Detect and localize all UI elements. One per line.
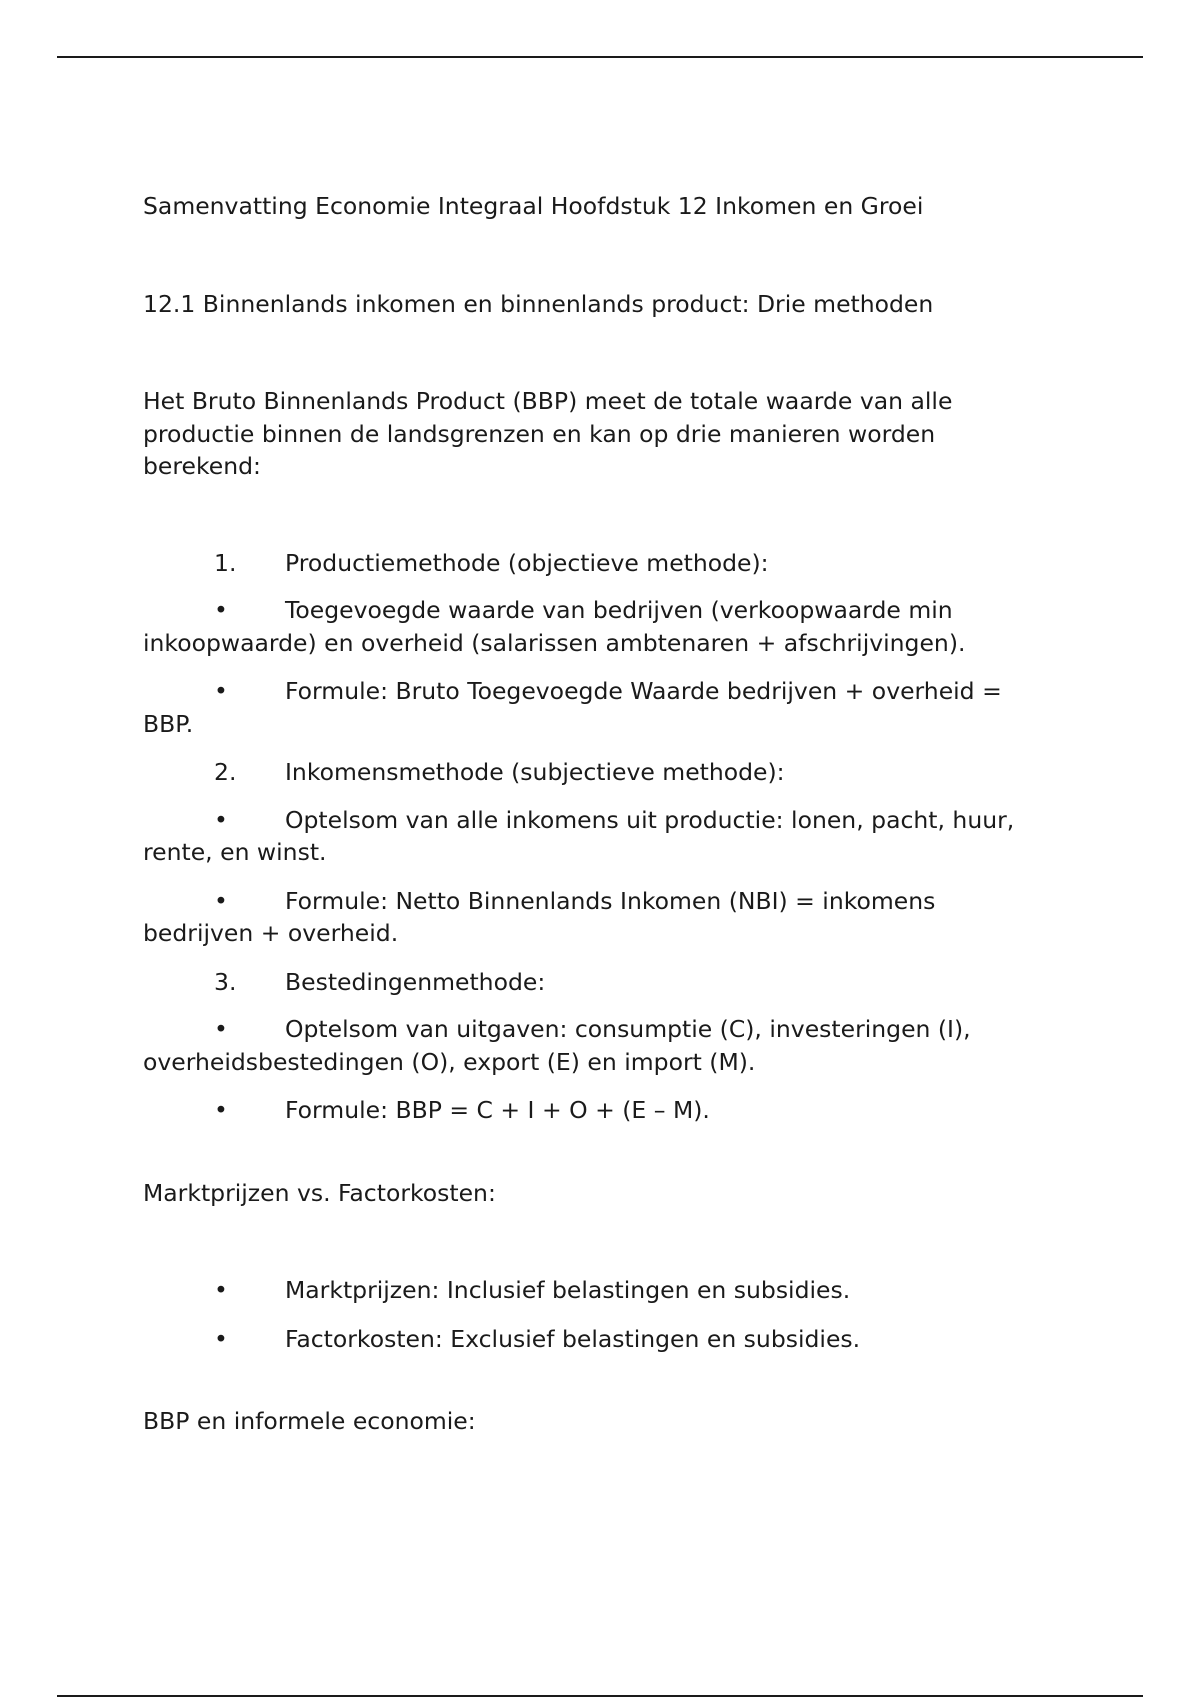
list-item	[143, 1094, 1043, 1127]
bullet-text: Formule: BBP = C + I + O + (E – M).	[285, 1096, 710, 1124]
list-item	[143, 594, 1043, 659]
section-heading: 12.1 Binnenlands inkomen en binnenlands product: Drie methoden	[143, 289, 934, 318]
bullet-icon: •	[214, 1324, 228, 1353]
intro-paragraph: Het Bruto Binnenlands Product (BBP) meet de totale waarde van alle productie binnen de landsgrenzen en kan op drie manieren worden berekend:	[143, 387, 953, 480]
bullet-text: Factorkosten: Exclusief belastingen en subsidies.	[285, 1324, 861, 1353]
document-body	[143, 190, 1043, 1438]
method-label: Productiemethode (objectieve methode):	[285, 548, 769, 577]
list-item	[143, 804, 1043, 869]
bullet-icon: •	[214, 1276, 228, 1304]
list-item	[143, 675, 1043, 740]
bullet-text: Marktprijzen: Inclusief belastingen en subsidies.	[285, 1276, 851, 1304]
list-item	[143, 1274, 1043, 1307]
list-item	[143, 885, 1043, 950]
list-item	[143, 547, 1043, 580]
bullet-icon: •	[214, 677, 228, 705]
informal-heading: BBP en informele economie:	[143, 1407, 476, 1435]
document-title: Samenvatting Economie Integraal Hoofdstuk 12 Inkomen en Groei	[143, 192, 924, 220]
bullet-text: Formule: Bruto Toegevoegde Waarde bedrijven + overheid = BBP.	[143, 677, 1002, 738]
bullet-icon: •	[214, 886, 228, 915]
bullet-icon: •	[214, 1096, 228, 1124]
bullet-text: Optelsom van uitgaven: consumptie (C), investeringen (I), overheidsbestedingen (O), export (E) en import (M).	[143, 1015, 971, 1076]
method-label: Bestedingenmethode:	[285, 967, 546, 996]
list-item	[143, 1323, 1043, 1356]
bullet-icon: •	[214, 1015, 228, 1043]
list-number: 1.	[214, 548, 237, 577]
header-rule	[57, 56, 1143, 58]
bullet-text: Formule: Netto Binnenlands Inkomen (NBI) = inkomens bedrijven + overheid.	[143, 886, 936, 947]
bullet-icon: •	[214, 805, 228, 834]
list-item	[143, 966, 1043, 999]
list-item	[143, 1013, 1043, 1078]
list-item	[143, 756, 1043, 789]
list-number: 2.	[214, 758, 237, 786]
bullet-text: Optelsom van alle inkomens uit productie: lonen, pacht, huur, rente, en winst.	[143, 805, 1015, 866]
bullet-text: Toegevoegde waarde van bedrijven (verkoopwaarde min inkoopwaarde) en overheid (salarissen ambtenaren + afschrijvingen).	[143, 596, 966, 657]
list-number: 3.	[214, 967, 237, 996]
method-label: Inkomensmethode (subjectieve methode):	[285, 758, 785, 786]
footer-rule	[57, 1695, 1143, 1697]
bullet-icon: •	[214, 596, 228, 624]
market-heading: Marktprijzen vs. Factorkosten:	[143, 1178, 496, 1207]
